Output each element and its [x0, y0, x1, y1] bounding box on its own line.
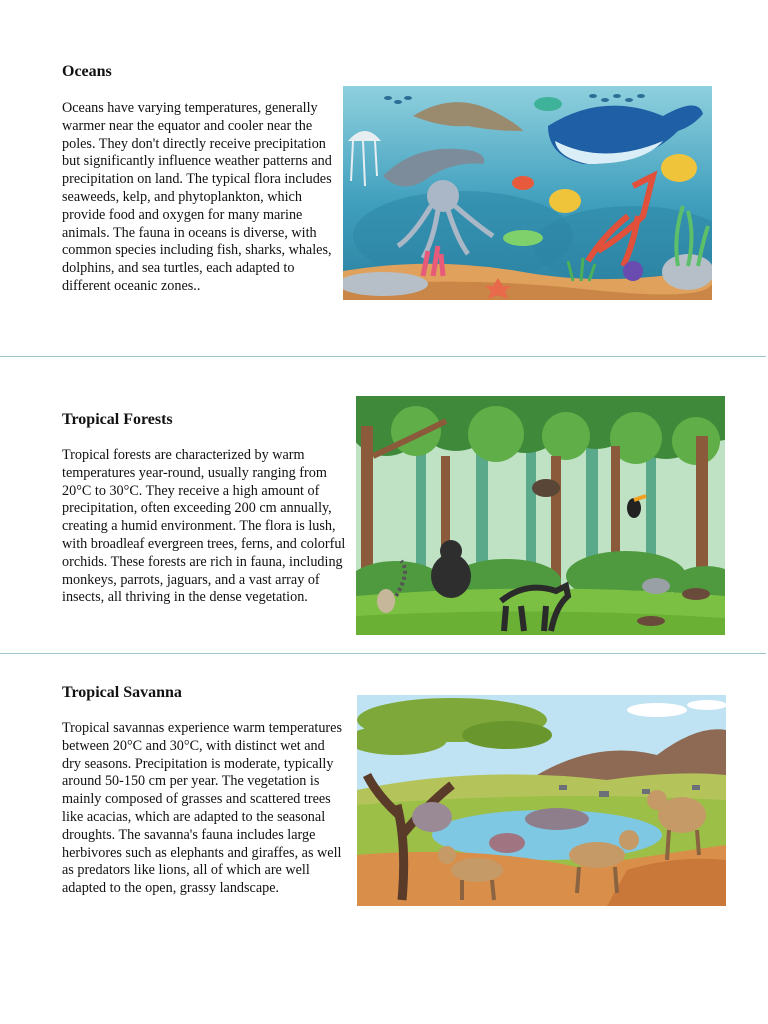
ocean-illustration — [343, 86, 712, 300]
tropical-forest-illustration — [356, 396, 725, 635]
tropical-savanna-title: Tropical Savanna — [62, 684, 182, 701]
tropical-savanna-illustration — [357, 695, 726, 906]
oceans-paragraph: Oceans have varying temperatures, generally warmer near the equator and cooler near the poles. They don't directly receive precipitation but significantly influence weather patterns and precipitation on land. The typical flora includes seaweeds, kelp, and phytoplankton, which provide food and oxygen for many marine animals. The fauna in oceans is diverse, with common species including fish, sharks, whales, dolphins, and sea turtles, each adapted to different oceanic zones.. — [62, 100, 332, 294]
oceans-title: Oceans — [62, 63, 112, 80]
section-divider-1 — [0, 356, 766, 357]
tropical-forests-title: Tropical Forests — [62, 411, 173, 428]
section-divider-2 — [0, 653, 766, 654]
tropical-forests-paragraph: Tropical forests are characterized by warm temperatures year-round, usually ranging from 20°C to 30°C. They receive a high amount of precipitation, often exceeding 200 cm annually, creating a humid environment. The flora is lush, with broadleaf evergreen trees, ferns, and colorful orchids. These forests are rich in fauna, including monkeys, parrots, jaguars, and a vast array of insects, all thriving in the dense vegetation. — [62, 447, 346, 606]
tropical-savanna-paragraph: Tropical savannas experience warm temperatures between 20°C and 30°C, with distinct wet and dry seasons. Precipitation is moderate, typically around 50-150 cm per year. The vegetation is mainly composed of grasses and scattered trees like acacias, which are adapted to the seasonal droughts. The savanna's fauna includes large herbivores such as elephants and giraffes, as well as predators like lions, all of which are well adapted to the open, grassy landscape. — [62, 720, 342, 897]
